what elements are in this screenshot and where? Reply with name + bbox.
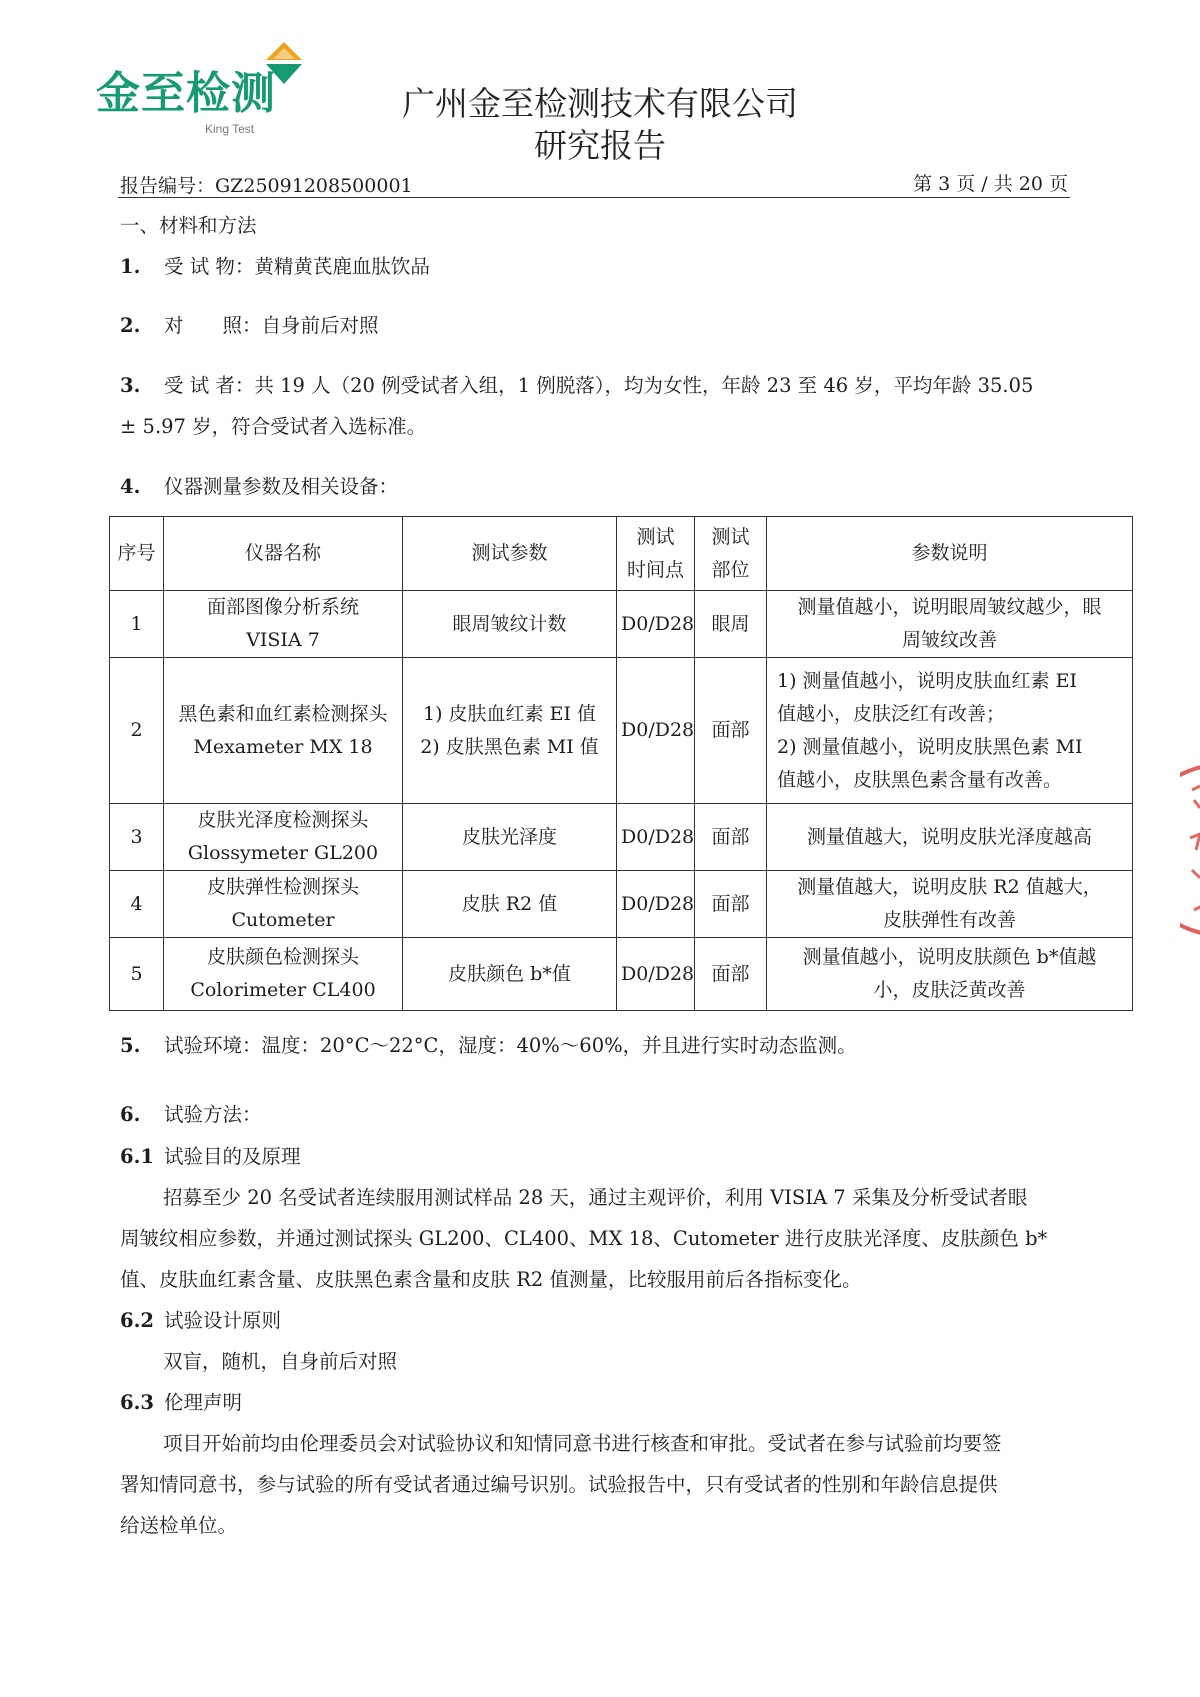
table-header-row bbox=[110, 517, 1133, 591]
paragraph-line: 署知情同意书，参与试验的所有受试者通过编号识别。试验报告中，只有受试者的性别和年龄信息提供 bbox=[120, 1473, 998, 1496]
cell-site: 面部 bbox=[695, 804, 767, 871]
item-number: 1. bbox=[120, 255, 141, 278]
item-2 bbox=[120, 313, 379, 339]
header-instrument-name: 仪器名称 bbox=[164, 517, 403, 591]
cell-description: 测量值越大，说明皮肤 R2 值越大， 皮肤弹性有改善 bbox=[767, 871, 1133, 938]
table-row bbox=[110, 591, 1133, 658]
item-text: 试验环境：温度：20°C～22°C，湿度：40%～60%，并且进行实时动态监测。 bbox=[164, 1034, 857, 1057]
item-text: 仪器测量参数及相关设备： bbox=[164, 475, 399, 498]
paragraph-line: 双盲，随机，自身前后对照 bbox=[163, 1350, 398, 1373]
cell-param: 皮肤光泽度 bbox=[403, 804, 617, 871]
cell-param: 皮肤颜色 b*值 bbox=[403, 938, 617, 1011]
subsection-6-1-heading bbox=[120, 1144, 301, 1170]
subsection-6-2-heading bbox=[120, 1308, 281, 1334]
cell-site: 面部 bbox=[695, 871, 767, 938]
cell-description: 测量值越小，说明皮肤颜色 b*值越 小，皮肤泛黄改善 bbox=[767, 938, 1133, 1011]
subsection-number: 6.3 bbox=[120, 1391, 154, 1414]
header-divider bbox=[118, 197, 1070, 198]
item-text: 对 照：自身前后对照 bbox=[164, 314, 379, 337]
cell-seq: 1 bbox=[110, 591, 164, 658]
cell-seq: 3 bbox=[110, 804, 164, 871]
seal-stamp-icon bbox=[1180, 760, 1200, 940]
cell-time: D0/D28 bbox=[617, 938, 695, 1011]
company-title: 广州金至检测技术有限公司 bbox=[402, 84, 798, 123]
subsection-6-3-heading bbox=[120, 1390, 242, 1416]
cell-seq: 4 bbox=[110, 871, 164, 938]
subsection-title: 伦理声明 bbox=[164, 1391, 243, 1414]
header-description: 参数说明 bbox=[767, 517, 1133, 591]
section-heading: 一、材料和方法 bbox=[120, 214, 257, 237]
cell-time: D0/D28 bbox=[617, 871, 695, 938]
cell-instrument: 皮肤弹性检测探头 Cutometer bbox=[164, 871, 403, 938]
paragraph-line: 招募至少 20 名受试者连续服用测试样品 28 天，通过主观评价，利用 VISIA 7 采集及分析受试者眼 bbox=[163, 1186, 1028, 1209]
subsection-number: 6.2 bbox=[120, 1309, 154, 1332]
item-number: 3. bbox=[120, 374, 141, 397]
paragraph-line: 给送检单位。 bbox=[120, 1514, 238, 1537]
cell-seq: 2 bbox=[110, 658, 164, 804]
cell-description: 测量值越小，说明眼周皱纹越少，眼 周皱纹改善 bbox=[767, 591, 1133, 658]
cell-param: 眼周皱纹计数 bbox=[403, 591, 617, 658]
item-number: 4. bbox=[120, 475, 141, 498]
item-6 bbox=[120, 1102, 262, 1128]
cell-time: D0/D28 bbox=[617, 591, 695, 658]
equipment-table bbox=[109, 516, 1133, 1011]
cell-description: 测量值越大，说明皮肤光泽度越高 bbox=[767, 804, 1133, 871]
cell-param: 皮肤 R2 值 bbox=[403, 871, 617, 938]
cell-instrument: 黑色素和血红素检测探头 Mexameter MX 18 bbox=[164, 658, 403, 804]
item-text: 受 试 者：共 19 人（20 例受试者入组，1 例脱落），均为女性，年龄 23 至 46 岁，平均年龄 35.05 bbox=[164, 374, 1034, 397]
table-row bbox=[110, 658, 1133, 804]
paragraph-line: 项目开始前均由伦理委员会对试验协议和知情同意书进行核查和审批。受试者在参与试验前均要签 bbox=[163, 1432, 1002, 1455]
paragraph-line: 值、皮肤血红素含量、皮肤黑色素含量和皮肤 R2 值测量，比较服用前后各指标变化。 bbox=[120, 1268, 862, 1291]
item-3-continued: ± 5.97 岁，符合受试者入选标准。 bbox=[120, 415, 427, 438]
item-3 bbox=[120, 373, 1033, 399]
cell-site: 面部 bbox=[695, 938, 767, 1011]
cell-time: D0/D28 bbox=[617, 658, 695, 804]
cell-param: 1) 皮肤血红素 EI 值 2) 皮肤黑色素 MI 值 bbox=[403, 658, 617, 804]
header-time-point: 测试 时间点 bbox=[617, 517, 695, 591]
item-text: 试验方法： bbox=[164, 1103, 262, 1126]
report-number: 报告编号：GZ25091208500001 bbox=[120, 175, 413, 197]
logo-diamond-icon bbox=[262, 40, 306, 90]
header-seq: 序号 bbox=[110, 517, 164, 591]
header-site: 测试 部位 bbox=[695, 517, 767, 591]
item-5 bbox=[120, 1033, 857, 1059]
item-4 bbox=[120, 474, 398, 500]
paragraph-line: 周皱纹相应参数，并通过测试探头 GL200、CL400、MX 18、Cutometer 进行皮肤光泽度、皮肤颜色 b* bbox=[120, 1227, 1048, 1250]
item-1 bbox=[120, 254, 430, 280]
table-row bbox=[110, 938, 1133, 1011]
table-row bbox=[110, 871, 1133, 938]
company-logo-subtext: King Test bbox=[205, 122, 255, 136]
cell-site: 眼周 bbox=[695, 591, 767, 658]
report-title: 研究报告 bbox=[534, 126, 666, 165]
subsection-number: 6.1 bbox=[120, 1145, 154, 1168]
cell-site: 面部 bbox=[695, 658, 767, 804]
cell-seq: 5 bbox=[110, 938, 164, 1011]
item-number: 2. bbox=[120, 314, 141, 337]
cell-time: D0/D28 bbox=[617, 804, 695, 871]
item-text: 受 试 物：黄精黄芪鹿血肽饮品 bbox=[164, 255, 430, 278]
item-number: 6. bbox=[120, 1103, 141, 1126]
table-row bbox=[110, 804, 1133, 871]
cell-instrument: 皮肤光泽度检测探头 Glossymeter GL200 bbox=[164, 804, 403, 871]
subsection-title: 试验目的及原理 bbox=[164, 1145, 301, 1168]
company-logo-text: 金至检测 bbox=[96, 68, 276, 119]
header-test-param: 测试参数 bbox=[403, 517, 617, 591]
cell-description: 1) 测量值越小，说明皮肤血红素 EI 值越小，皮肤泛红有改善； 2) 测量值越小，说明皮肤黑色素 MI 值越小，皮肤黑色素含量有改善。 bbox=[767, 658, 1133, 804]
page-indicator: 第 3 页 / 共 20 页 bbox=[913, 173, 1068, 195]
item-number: 5. bbox=[120, 1034, 141, 1057]
cell-instrument: 皮肤颜色检测探头 Colorimeter CL400 bbox=[164, 938, 403, 1011]
cell-instrument: 面部图像分析系统 VISIA 7 bbox=[164, 591, 403, 658]
subsection-title: 试验设计原则 bbox=[164, 1309, 282, 1332]
